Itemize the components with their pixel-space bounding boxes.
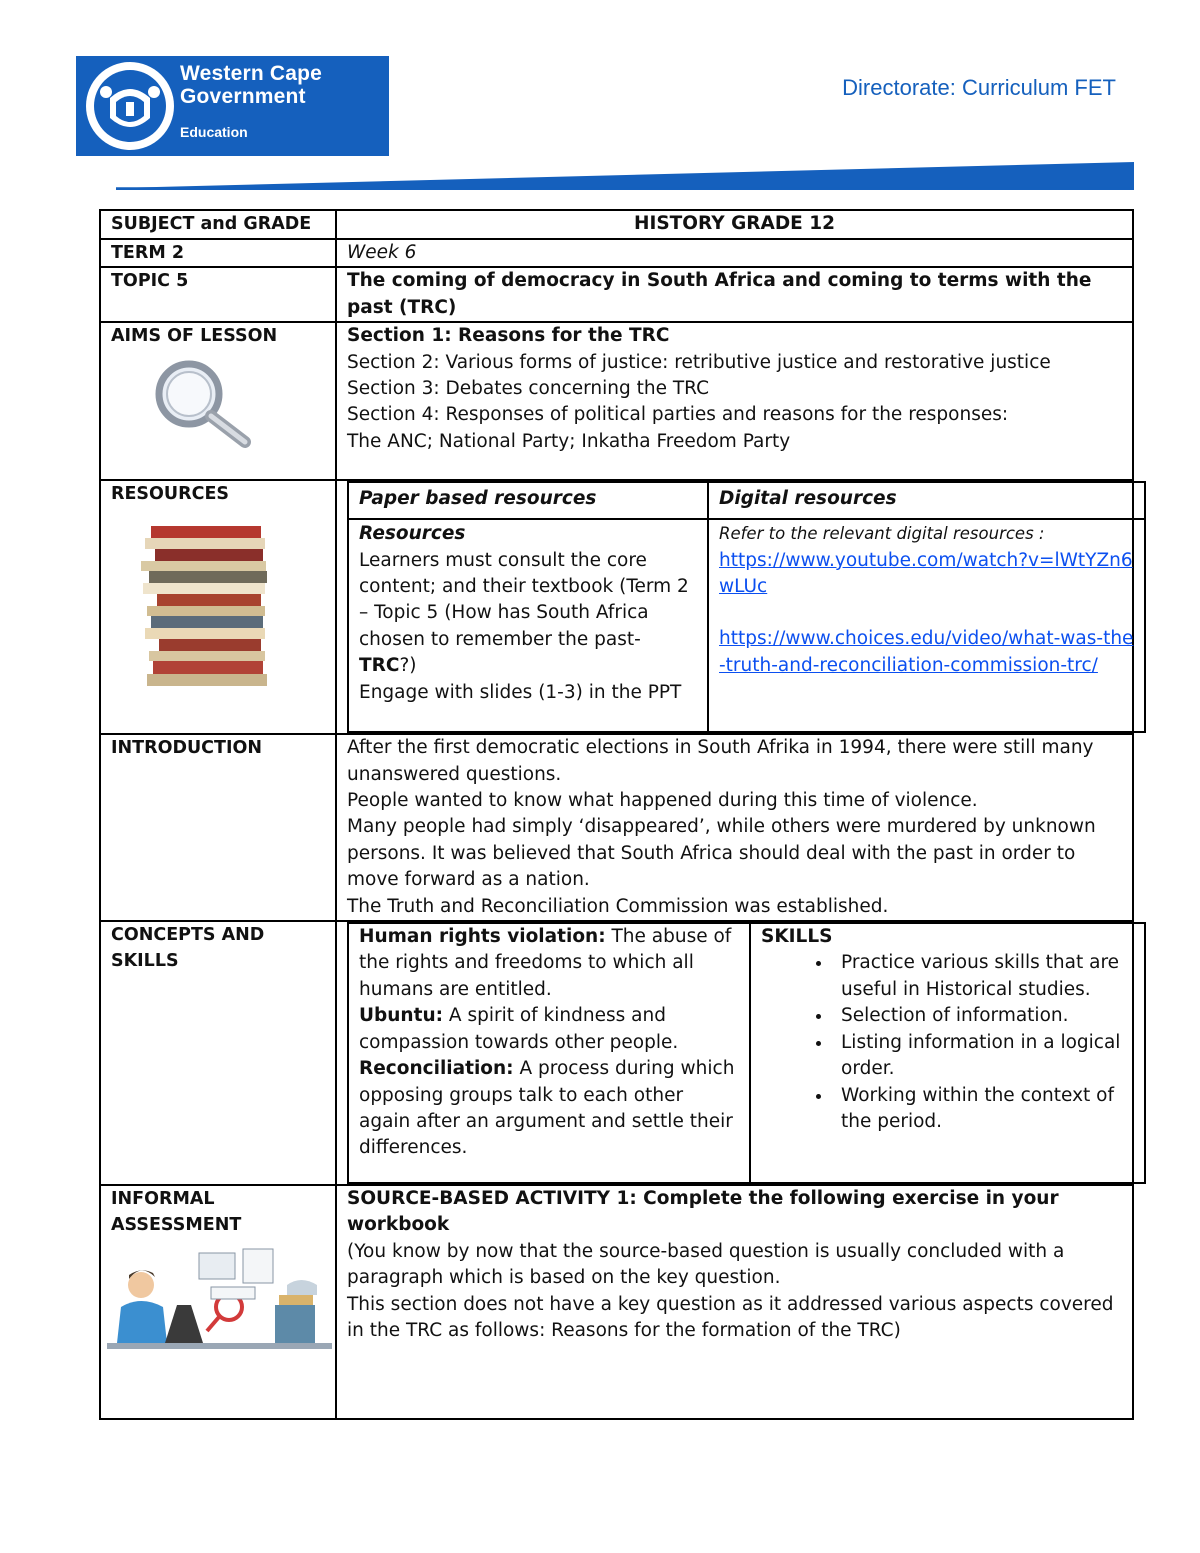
crest-icon — [82, 58, 178, 154]
skill-item: • Working within the context of the period. — [833, 1083, 1134, 1136]
intro-text1: After the first democratic elections in South Afrika in 1994, there were still many unanswered questions. — [347, 737, 1094, 785]
concept-ubuntu-term: Ubuntu: — [359, 1005, 444, 1027]
paper-text-part1: Learners must consult the core content; and their textbook (Term 2 – Topic 5 (How has South Africa chosen to remember the past- — [359, 549, 689, 650]
resources-cell — [100, 480, 336, 734]
assessment-label: INFORMAL ASSESSMENT — [111, 1189, 242, 1236]
skill-item: • Listing information in a logical order. — [833, 1030, 1134, 1083]
book-stack-icon — [121, 518, 291, 698]
intro-text2: People wanted to know what happened during this time of violence. — [347, 790, 978, 812]
topic-row — [100, 267, 1133, 322]
logo-text-line3: Education — [180, 124, 248, 140]
logo — [76, 56, 389, 156]
aims-label: AIMS OF LESSON — [111, 326, 278, 347]
paper-text — [359, 548, 697, 680]
aims-line1: Section 1: Reasons for the TRC — [347, 325, 670, 347]
subject-value: HISTORY GRADE 12 — [336, 210, 1133, 239]
introduction-row — [100, 734, 1133, 921]
assessment-cell — [100, 1185, 336, 1419]
logo-text-line2: Government — [180, 85, 306, 108]
concept-reconciliation — [359, 1056, 739, 1162]
intro-text4: The Truth and Reconciliation Commission was established. — [347, 895, 889, 917]
subject-label: SUBJECT and GRADE — [100, 210, 336, 239]
youtube-link[interactable]: https://www.youtube.com/watch?v=lWtYZn6wLUc — [719, 549, 1133, 598]
header-divider — [116, 160, 1134, 192]
introduction-content — [336, 734, 1133, 921]
researcher-illustration-icon — [107, 1245, 332, 1370]
paper-text-bold: TRC — [359, 655, 400, 677]
choices-link[interactable]: https://www.choices.edu/video/what-was-the-truth-and-reconciliation-commission-trc/ — [719, 628, 1134, 676]
resources-row — [100, 480, 1133, 734]
aims-content — [336, 322, 1133, 480]
term-label: TERM 2 — [100, 239, 336, 267]
topic-label: TOPIC 5 — [100, 267, 336, 322]
skill-item: • Practice various skills that are useful in Historical studies. — [833, 950, 1134, 1003]
intro-text3: Many people had simply ‘disappeared’, while others were murdered by unknown persons. It was believed that South Africa should deal with the past in order to move forward as a nation. — [347, 816, 1096, 891]
aims-line3: Section 3: Debates concerning the TRC — [347, 378, 710, 400]
logo-text-line1: Western Cape — [180, 62, 323, 85]
aims-cell — [100, 322, 336, 480]
term-value: Week 6 — [336, 239, 1133, 267]
subject-row — [100, 210, 1133, 239]
lesson-plan-table — [99, 209, 1134, 1420]
assessment-text1: (You know by now that the source-based question is usually concluded with a paragraph which is based on the key question. — [347, 1240, 1065, 1289]
digital-resources — [708, 519, 1145, 732]
resources-inner-table — [347, 481, 1146, 733]
paper-resources — [348, 519, 708, 732]
aims-line2: Section 2: Various forms of justice: retributive justice and restorative justice — [347, 351, 1051, 373]
concept-definitions — [348, 923, 750, 1183]
concept-human-rights-term: Human rights violation: — [359, 926, 606, 948]
skills-list — [761, 950, 1134, 1135]
concepts-label: CONCEPTS AND SKILLS — [100, 921, 336, 1185]
concept-human-rights — [359, 924, 739, 1003]
paper-text-slides: Engage with slides (1-3) in the PPT — [359, 681, 682, 703]
aims-line5: The ANC; National Party; Inkatha Freedom Party — [347, 430, 791, 452]
assessment-text2: This section does not have a key question as it addressed various aspects covered in the TRC as follows: Reasons for the formation of the TRC) — [347, 1293, 1114, 1342]
resources-content — [336, 480, 1133, 734]
skills-heading: SKILLS — [761, 926, 833, 948]
assessment-content — [336, 1185, 1133, 1419]
concepts-content — [336, 921, 1133, 1185]
aims-row — [100, 322, 1133, 480]
concepts-inner-table — [347, 922, 1146, 1184]
concept-human-rights-def: The abuse of the rights and freedoms to which all humans are entitled. — [359, 926, 732, 1000]
skill-item: • Selection of information. — [833, 1003, 1134, 1029]
digital-heading: Digital resources — [708, 482, 1145, 519]
paper-text-part2: ?) — [399, 655, 417, 677]
digital-intro: Refer to the relevant digital resources : — [719, 524, 1045, 544]
topic-value: The coming of democracy in South Africa and coming to terms with the past (TRC) — [336, 267, 1133, 322]
concept-reconciliation-def: A process during which opposing groups talk to each other again after an argument and settle their differences. — [359, 1058, 735, 1159]
concepts-row — [100, 921, 1133, 1185]
aims-line4: Section 4: Responses of political parties and reasons for the responses: — [347, 404, 1009, 426]
assessment-row — [100, 1185, 1133, 1419]
concept-ubuntu-def: A spirit of kindness and compassion towards other people. — [359, 1005, 679, 1053]
skills-list-cell — [750, 923, 1145, 1183]
directorate-title: Directorate: Curriculum FET — [842, 75, 1116, 100]
magnifying-glass-icon — [149, 356, 259, 450]
paper-heading: Paper based resources — [348, 482, 708, 519]
concept-reconciliation-term: Reconciliation: — [359, 1058, 514, 1080]
resources-label: RESOURCES — [111, 484, 229, 505]
paper-title: Resources — [359, 523, 466, 545]
concept-ubuntu — [359, 1003, 739, 1056]
introduction-label: INTRODUCTION — [100, 734, 336, 921]
term-row — [100, 239, 1133, 267]
assessment-heading: SOURCE-BASED ACTIVITY 1: Complete the following exercise in your workbook — [347, 1188, 1059, 1236]
